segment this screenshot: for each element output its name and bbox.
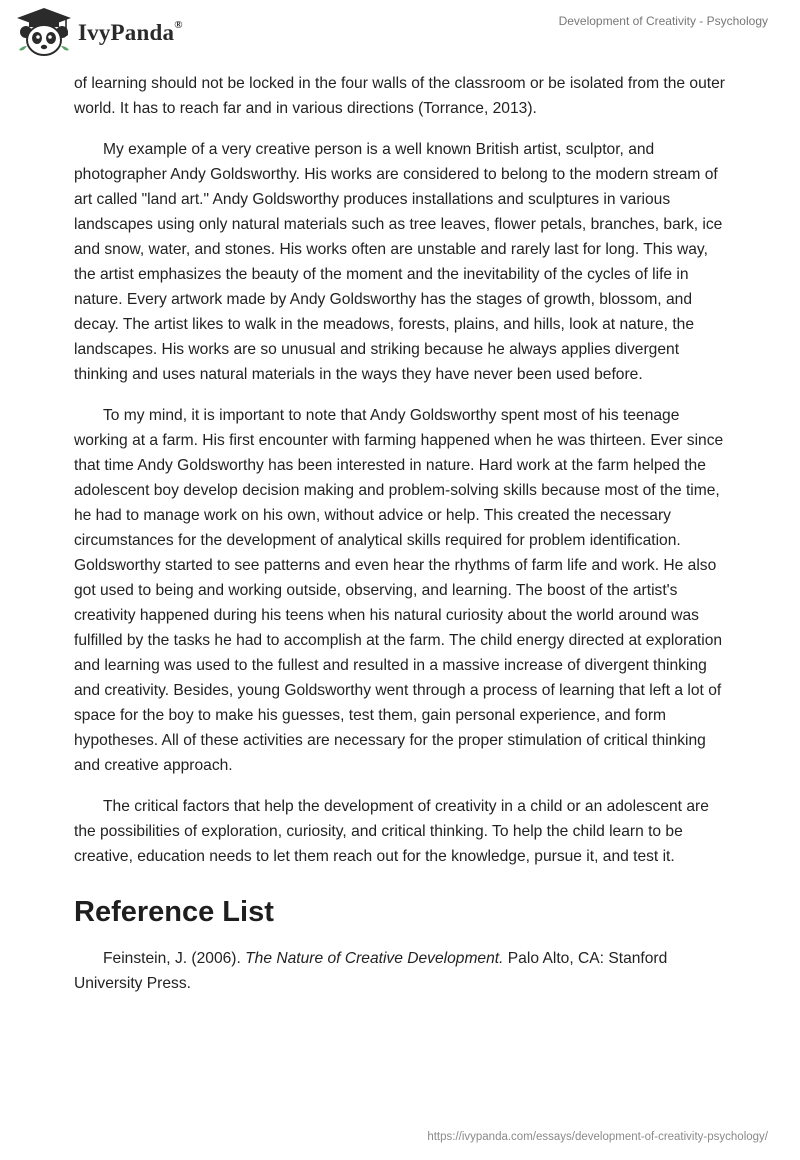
paragraph: My example of a very creative person is a well known British artist, sculptor, and photographer Andy Goldsworthy. His works are considered to belong to the modern stream of art called "land art." Andy Goldsworthy produces installations and sculptures in various landscapes using only natural materials such as tree leaves, flower petals, branches, bark, ice and snow, water, and stones. His works often are unstable and rarely last for long. This way, the artist emphasizes the beauty of the moment and the inevitability of the cycles of life in nature. Every artwork made by Andy Goldsworthy has the stages of growth, blossom, and decay. The artist likes to walk in the meadows, forests, plains, and hills, look at nature, the landscapes. His works are so unusual and striking because he always applies divergent thinking and uses natural materials in the ways they have never been used before. bbox=[74, 141, 723, 383]
paragraph: of learning should not be locked in the four walls of the classroom or be isolated from the outer world. It has to reach far and in various directions (Torrance, 2013). bbox=[74, 75, 725, 117]
essay-content bbox=[74, 71, 726, 1012]
reference-item: Feinstein, J. (2006). The Nature of Creative Development. Palo Alto, CA: Stanford University Press. bbox=[74, 950, 668, 992]
panda-graduation-cap-icon[interactable] bbox=[15, 6, 73, 58]
paragraph: The critical factors that help the development of creativity in a child or an adolescent are the possibilities of exploration, curiosity, and critical thinking. To help the child learn to be creative, education needs to let them reach out for the knowledge, pursue it, and test it. bbox=[74, 798, 709, 865]
brand-name[interactable]: IvyPanda® bbox=[78, 19, 183, 45]
source-url[interactable]: https://ivypanda.com/essays/development-of-creativity-psychology/ bbox=[427, 1131, 768, 1143]
paragraph: To my mind, it is important to note that Andy Goldsworthy spent most of his teenage working at a farm. His first encounter with farming happened when he was thirteen. Ever since that time Andy Goldsworthy has been interested in nature. Hard work at the farm helped the adolescent boy develop decision making and problem-solving skills because most of the time, he had to manage work on his own, without advice or help. This created the necessary circumstances for the development of analytical skills required for problem identification. Goldsworthy started to see patterns and even hear the rhythms of farm life and work. He also got used to being and working outside, observing, and learning. The boost of the artist's creativity happened during his teens when his natural curiosity about the world around was fulfilled by the tasks he had to accomplish at the farm. The child energy directed at exploration and learning was used to the fullest and resulted in a massive increase of divergent thinking and creativity. Besides, young Goldsworthy went through a process of learning that left a lot of space for the boy to make his guesses, test them, gain personal experience, and form hypotheses. All of these activities are necessary for the proper stimulation of critical thinking and creative approach. bbox=[74, 407, 724, 774]
reference-list-heading: Reference List bbox=[74, 896, 274, 928]
page-header bbox=[0, 0, 800, 70]
document-title: Development of Creativity - Psychology bbox=[558, 14, 768, 28]
